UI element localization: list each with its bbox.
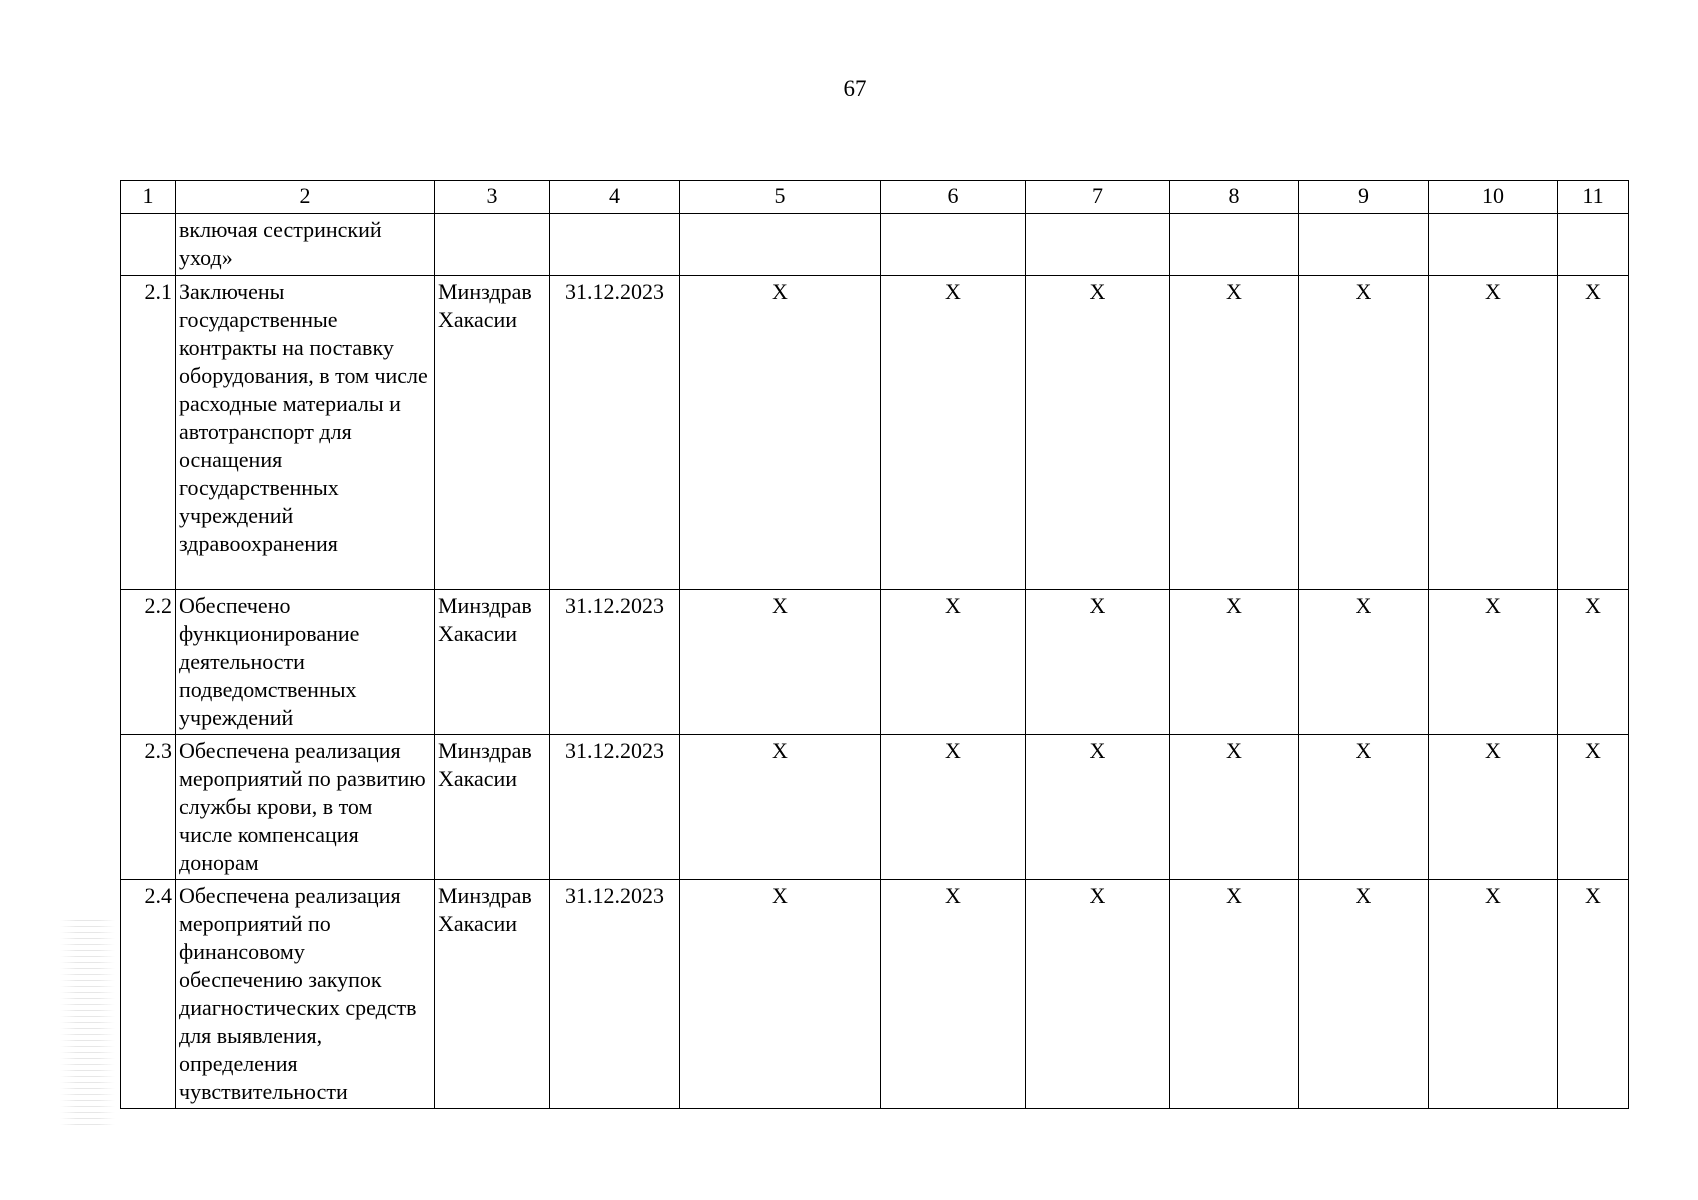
- row-description: Обеспечена реализация мероприятий по финансовому обеспечению закупок диагностических средств для выявления, определения чувствительности: [176, 880, 435, 1109]
- row-mark: Х: [1429, 880, 1558, 1109]
- column-header: 5: [680, 181, 881, 214]
- margin-stamp-mark: [60, 920, 115, 1130]
- row-mark: Х: [1026, 880, 1170, 1109]
- row-mark: Х: [1170, 276, 1299, 590]
- row-number: 2.3: [121, 735, 176, 880]
- row-responsible: Минздрав Хакасии: [435, 590, 550, 735]
- column-header: 11: [1558, 181, 1629, 214]
- row-description: Обеспечено функционирование деятельности подведомственных учреждений: [176, 590, 435, 735]
- empty-cell: [1026, 214, 1170, 276]
- row-number: [121, 214, 176, 276]
- column-header: 9: [1299, 181, 1429, 214]
- row-mark: Х: [881, 590, 1026, 735]
- empty-cell: [1429, 214, 1558, 276]
- row-number: 2.1: [121, 276, 176, 590]
- row-mark: Х: [1558, 880, 1629, 1109]
- row-description: Заключены государственные контракты на поставку оборудования, в том числе расходные материалы и автотранспорт для оснащения государственных учреждений здравоохранения: [176, 276, 435, 590]
- column-header: 3: [435, 181, 550, 214]
- row-responsible: Минздрав Хакасии: [435, 276, 550, 590]
- table-row: [121, 276, 1629, 590]
- table-row: [121, 735, 1629, 880]
- table-row: [121, 880, 1629, 1109]
- row-mark: Х: [1299, 276, 1429, 590]
- column-header: 6: [881, 181, 1026, 214]
- row-mark: Х: [881, 880, 1026, 1109]
- row-mark: Х: [1299, 735, 1429, 880]
- row-number: 2.2: [121, 590, 176, 735]
- row-mark: Х: [1429, 590, 1558, 735]
- empty-cell: [680, 214, 881, 276]
- column-header: 10: [1429, 181, 1558, 214]
- row-mark: Х: [1299, 590, 1429, 735]
- page-number: 67: [843, 76, 867, 101]
- row-mark: Х: [680, 590, 881, 735]
- row-responsible: Минздрав Хакасии: [435, 880, 550, 1109]
- row-mark: Х: [680, 735, 881, 880]
- row-mark: Х: [1429, 735, 1558, 880]
- row-mark: Х: [1558, 276, 1629, 590]
- empty-cell: [1170, 214, 1299, 276]
- row-mark: Х: [1170, 880, 1299, 1109]
- column-header: 7: [1026, 181, 1170, 214]
- empty-cell: [881, 214, 1026, 276]
- row-date: 31.12.2023: [550, 735, 680, 880]
- row-date: 31.12.2023: [550, 880, 680, 1109]
- empty-cell: [1558, 214, 1629, 276]
- row-mark: Х: [1170, 590, 1299, 735]
- row-mark: Х: [881, 735, 1026, 880]
- row-mark: Х: [1026, 276, 1170, 590]
- row-description: включая сестринский уход»: [176, 214, 435, 276]
- column-header: 2: [176, 181, 435, 214]
- row-mark: Х: [1026, 590, 1170, 735]
- row-description: Обеспечена реализация мероприятий по развитию службы крови, в том числе компенсация донорам: [176, 735, 435, 880]
- header-row: [121, 181, 1629, 214]
- table-row-continuation: [121, 214, 1629, 276]
- row-number: 2.4: [121, 880, 176, 1109]
- row-mark: Х: [680, 880, 881, 1109]
- row-mark: Х: [1299, 880, 1429, 1109]
- row-date: 31.12.2023: [550, 590, 680, 735]
- row-responsible: Минздрав Хакасии: [435, 735, 550, 880]
- column-header: 8: [1170, 181, 1299, 214]
- column-header: 1: [121, 181, 176, 214]
- table-row: [121, 590, 1629, 735]
- row-mark: Х: [680, 276, 881, 590]
- row-mark: Х: [1026, 735, 1170, 880]
- empty-cell: [435, 214, 550, 276]
- row-mark: Х: [1429, 276, 1558, 590]
- row-mark: Х: [1170, 735, 1299, 880]
- row-mark: Х: [881, 276, 1026, 590]
- row-mark: Х: [1558, 590, 1629, 735]
- column-header: 4: [550, 181, 680, 214]
- empty-cell: [550, 214, 680, 276]
- row-mark: Х: [1558, 735, 1629, 880]
- row-date: 31.12.2023: [550, 276, 680, 590]
- document-table: [120, 180, 1629, 1109]
- empty-cell: [1299, 214, 1429, 276]
